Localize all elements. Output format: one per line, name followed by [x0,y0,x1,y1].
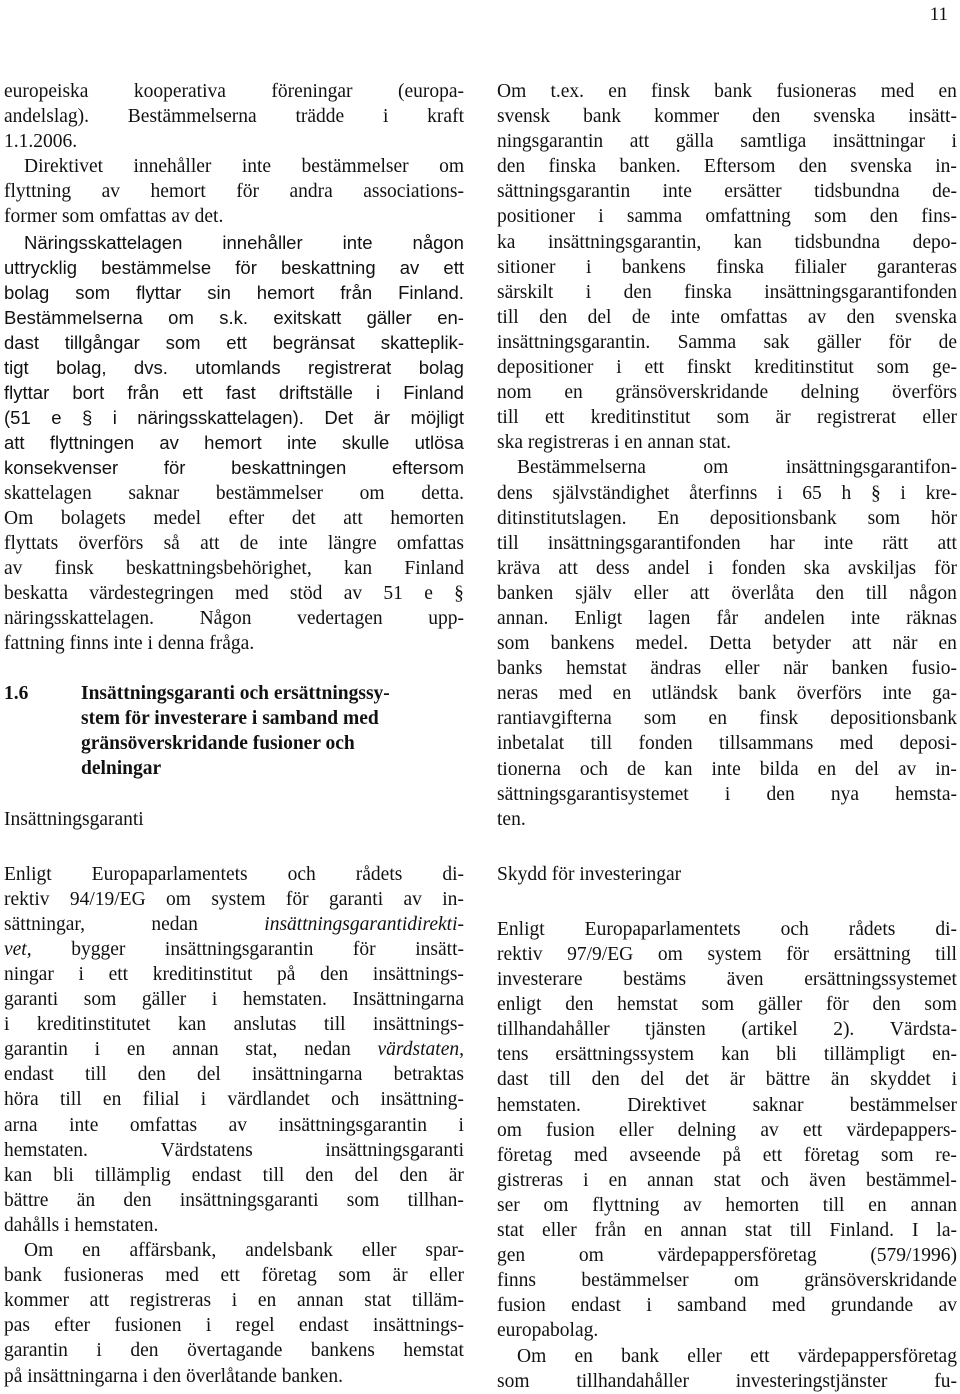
subheading-insattningsgaranti: Insättningsgaranti [4,808,144,830]
text-line: sättningsgarantisystemet i den nya hemsta- [497,783,957,805]
text-line: tigt bolag, dvs. utomlands registrerat bolag [4,357,464,379]
text-line: Bestämmelserna om insättningsgarantifon- [517,457,957,479]
text-line: (51 e § i näringsskattelagen). Det är möjligt [4,407,464,429]
text-line: kommer att registreras i en annan stat tilläm- [4,1290,464,1312]
text-line: banks hemstat ändras eller när banken fusio- [497,658,957,680]
right-paragraph-1 [497,79,957,455]
right-column [497,79,957,1394]
page-number: 11 [929,4,948,25]
text-line: flyttar bort från ett fast driftställe i Finland [4,382,464,404]
text-line: rektiv 97/9/EG om system för ersättning till [497,944,957,965]
text-line: tens ersättningssystem kan bli tillämpligt en- [497,1044,957,1066]
text-line: dast tillgångar som ett begränsat skatteplik- [4,331,464,353]
text-line: pas efter fusionen i regel endast insättnings- [4,1315,464,1337]
text-line: rantiavgifterna som en finsk depositionsbank [497,708,957,730]
text-line: tillhandahåller tjänsten (artikel 2). Värdsta- [497,1019,957,1041]
text-line: svensk bank kommer den svenska insätt- [497,106,957,128]
text-line: gistreras i en annan stat och även bestämmel- [497,1169,957,1191]
text-line: höra till en filial i värdlandet och insättning- [4,1089,464,1111]
text-line: Direktivet innehåller inte bestämmelser om [24,156,464,178]
text-line: om fusion eller delning av ett värdepappers- [497,1119,957,1141]
text-line: positioner i samma omfattning som den fins- [497,206,957,228]
right-paragraph-3 [497,917,957,1344]
section-heading [4,681,464,781]
text-line: insättningsgarantin. Samma sak gäller för de [497,331,957,353]
text-line: till den del de inte omfattas av den svenska [497,306,957,328]
text-line: enligt den hemstat som gäller för den som [497,994,957,1016]
text-line: på insättningarna i den överlåtande banken. [4,1365,343,1387]
text-line: annan. Enligt lagen får andelen inte räknas [497,607,957,629]
text-line: bolag som flyttar sin hemort från Finland. [4,281,464,303]
right-paragraph-4 [497,1344,957,1394]
text-line: sitioner i bankens finska filialer garanteras [497,256,957,278]
text-line: former som omfattas av det. [4,206,224,228]
text-line: dens självständighet återfinns i 65 h § i kre- [497,482,957,504]
text-line: Om bolagets medel efter det att hemorten [4,507,464,529]
text-line: den finska banken. Eftersom den svenska in- [497,156,957,178]
text-line: andelslag). Bestämmelserna trädde i kraft [4,106,464,128]
section-number: 1.6 [4,683,29,705]
text-line: Om en affärsbank, andelsbank eller spar- [24,1240,464,1262]
text-line: av finsk beskattningsbehörighet, kan Finland [4,557,464,579]
text-line: ka insättningsgarantin, kan tidsbundna depo- [497,231,957,253]
text-line: nom en gränsöverskridande delning överförs [497,382,957,404]
text-line: stat eller från en annan stat till Finland. I la- [497,1220,957,1242]
text-line: hemstaten. Värdstatens insättningsgaranti [4,1139,464,1161]
text-line: näringsskattelagen. Någon vedertagen upp- [4,607,464,629]
text-line: särskilt i den finska insättningsgarantifonden [497,281,957,303]
text-line: dast till den del det är bättre än skyddet i [497,1069,957,1091]
text-line: ningar i ett kreditinstitut på den insättnings- [4,964,464,985]
text-line: arna inte omfattas av insättningsgarantin i [4,1114,464,1136]
text-line: skattelagen saknar bestämmelser om detta. [4,482,464,504]
text-line: banken själv eller att överlåta den till någon [497,582,957,604]
text-line: flyttats överförs så att de inte längre omfattas [4,532,464,554]
text-line: beskatta värdestegringen med stöd av 51 e § [4,582,464,604]
text-line: till insättningsgarantifonden har inte rätt att [497,532,957,554]
text-line: företag med avseende på ett företag som re- [497,1144,957,1166]
text-line: finns bestämmelser om gränsöverskridande [497,1270,957,1292]
text-line: garantin i den övertagande bankens hemstat [4,1340,464,1362]
text-line: kan bli tillämplig endast till den del den är [4,1164,464,1186]
left-paragraph-2 [4,154,464,229]
text-line: sättningar, nedan insättningsgarantidirekti- [4,913,464,935]
left-paragraph-4 [4,862,464,1238]
text-line: ser om flyttning av hemorten till en annan [497,1194,957,1216]
text-line: till ett kreditinstitut som är registrerat eller [497,407,957,429]
text-line: europabolag. [497,1320,599,1342]
text-line: depositioner i ett finskt kreditinstitut som ge- [497,357,957,379]
text-line: ten. [497,808,526,830]
text-line: endast till den del insättningarna betraktas [4,1064,464,1086]
text-line: ska registreras i en annan stat. [497,432,731,454]
subheading-skydd-for-investeringar: Skydd för investeringar [497,863,682,885]
text-line: tionerna och de kan inte bilda en del av in- [497,758,957,780]
text-line: neras med en utländsk bank överförs inte ga- [497,683,957,705]
section-title-line: stem för investerare i samband med [81,708,379,730]
text-line: vet, bygger insättningsgarantin för insätt- [4,938,464,960]
text-line: dahålls i hemstaten. [4,1214,159,1236]
text-line: Bestämmelserna om s.k. exitskatt gäller en- [4,306,464,328]
text-line: kräva att dess andel i fonden ska avskiljas för [497,557,957,579]
text-line: 1.1.2006. [4,131,78,153]
section-title-line: gränsöverskridande fusioner och [81,733,355,755]
left-paragraph-3 [4,230,464,657]
text-line: som bankens medel. Detta betyder att när en [497,633,957,655]
text-line: som tillhandahåller investeringstjänster fu- [497,1370,957,1392]
section-title [81,681,390,781]
text-line: Om t.ex. en finsk bank fusioneras med en [497,81,957,102]
text-line: ningsgarantin att gälla samtliga insättningar i [497,131,957,153]
text-line: konsekvenser för beskattningen eftersom [4,457,464,479]
left-paragraph-5 [4,1238,464,1389]
left-column [4,79,464,1389]
left-paragraph-1 [4,79,464,154]
text-line: fusion endast i samband med grundande av [497,1295,957,1317]
text-line: europeiska kooperativa föreningar (europa- [4,81,464,102]
text-line: Enligt Europaparlamentets och rådets di- [497,918,957,940]
text-line: gen om värdepappersföretag (579/1996) [497,1245,957,1267]
text-line: Enligt Europaparlamentets och rådets di- [4,863,464,885]
text-line: investerare bestäms även ersättningssystemet [497,969,957,991]
text-line: Näringsskattelagen innehåller inte någon [24,231,464,253]
text-line: fattning finns inte i denna fråga. [4,633,255,655]
text-line: rektiv 94/19/EG om system för garanti av in- [4,888,464,910]
text-line: garanti som gäller i hemstaten. Insättningarna [4,989,464,1011]
section-title-line: Insättningsgaranti och ersättningssy- [81,683,390,705]
text-line: inbetalat till fonden tillsammans med deposi- [497,733,957,755]
text-line: flyttning av hemort för andra associations- [4,181,464,203]
text-line: bank fusioneras med ett företag som är eller [4,1265,464,1287]
text-line: uttrycklig bestämmelse för beskattning av ett [4,256,464,278]
section-title-line: delningar [81,758,162,780]
text-line: att flyttningen av hemort inte skulle utlösa [4,432,464,454]
text-line: Om en bank eller ett värdepappersföretag [517,1345,957,1367]
text-line: bättre än den insättningsgaranti som tillhan- [4,1189,464,1211]
text-line: i kreditinstitutet kan anslutas till insättnings- [4,1014,464,1036]
right-paragraph-2 [497,455,957,831]
text-line: ditinstitutslagen. En depositionsbank som hör [497,507,957,529]
text-line: hemstaten. Direktivet saknar bestämmelser [497,1094,957,1116]
text-line: sättningsgarantin inte ersätter tidsbundna de- [497,181,957,203]
text-line: garantin i en annan stat, nedan värdstaten, [4,1039,464,1061]
